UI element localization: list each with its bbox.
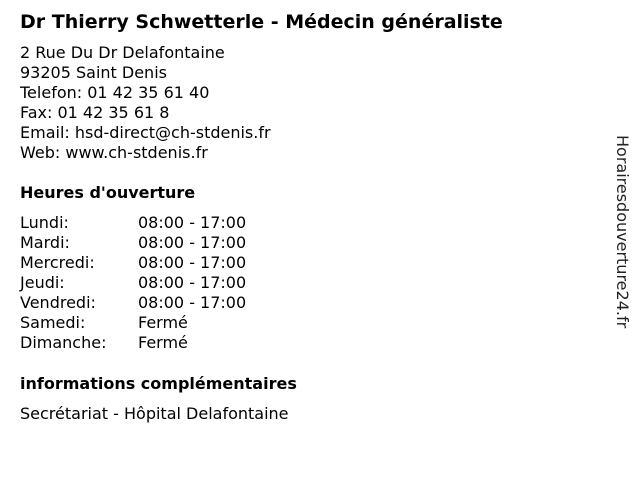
contact-block <box>20 43 271 163</box>
time-value: 08:00 - 17:00 <box>138 293 247 312</box>
day-label: Jeudi: <box>20 273 65 292</box>
day-label: Mardi: <box>20 233 70 252</box>
hours-row-mercredi <box>20 253 320 273</box>
day-label: Samedi: <box>20 313 86 332</box>
hours-row-lundi <box>20 213 320 233</box>
page-title: Dr Thierry Schwetterle - Médecin généraliste <box>20 11 503 33</box>
hours-row-mardi <box>20 233 320 253</box>
time-value: 08:00 - 17:00 <box>138 233 247 252</box>
email-line: Email: hsd-direct@ch-stdenis.fr <box>20 123 271 142</box>
phone-line: Telefon: 01 42 35 61 40 <box>20 83 210 102</box>
hours-row-dimanche <box>20 333 320 353</box>
hours-row-jeudi <box>20 273 320 293</box>
time-value: Fermé <box>138 313 188 332</box>
address-street: 2 Rue Du Dr Delafontaine <box>20 43 225 62</box>
day-label: Mercredi: <box>20 253 95 272</box>
hours-heading: Heures d'ouverture <box>20 183 196 202</box>
web-line: Web: www.ch-stdenis.fr <box>20 143 208 162</box>
info-text: Secrétariat - Hôpital Delafontaine <box>20 404 289 423</box>
time-value: Fermé <box>138 333 188 352</box>
day-label: Dimanche: <box>20 333 107 352</box>
time-value: 08:00 - 17:00 <box>138 273 247 292</box>
site-watermark: Horairesdouverture24.fr <box>613 135 632 329</box>
hours-row-vendredi <box>20 293 320 313</box>
info-heading: informations complémentaires <box>20 374 297 393</box>
day-label: Lundi: <box>20 213 69 232</box>
address-city: 93205 Saint Denis <box>20 63 167 82</box>
time-value: 08:00 - 17:00 <box>138 253 247 272</box>
time-value: 08:00 - 17:00 <box>138 213 247 232</box>
hours-row-samedi <box>20 313 320 333</box>
day-label: Vendredi: <box>20 293 96 312</box>
hours-table <box>20 213 320 353</box>
fax-line: Fax: 01 42 35 61 8 <box>20 103 170 122</box>
